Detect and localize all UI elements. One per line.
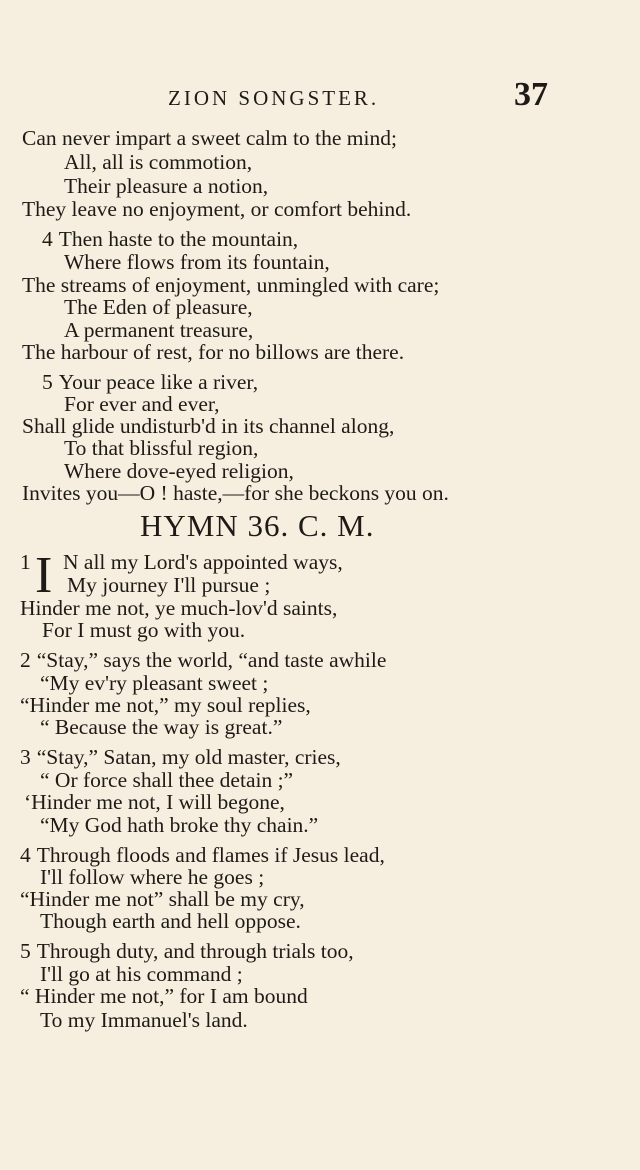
verse-line: To my Immanuel's land. (40, 1008, 248, 1032)
verse-line: Can never impart a sweet calm to the mind; (22, 126, 397, 150)
verse-text: Your peace like a river, (58, 370, 259, 394)
verse-line: “ Or force shall thee detain ;” (40, 768, 294, 792)
verse-line: “Hinder me not” shall be my cry, (20, 887, 305, 911)
verse-line: The harbour of rest, for no billows are there. (22, 340, 405, 364)
verse-line: Where flows from its fountain, (64, 250, 330, 274)
verse-line: For I must go with you. (42, 618, 246, 642)
stanza-number: 5 (42, 370, 53, 394)
verse-line: Hinder me not, ye much-lov'd saints, (20, 596, 338, 620)
verse-line (20, 845, 385, 867)
stanza-number: 1 (20, 550, 31, 574)
verse-line: They leave no enjoyment, or comfort behind. (22, 197, 412, 221)
verse-line (20, 747, 341, 769)
drop-cap: I (35, 547, 53, 604)
verse-line: “My ev'ry pleasant sweet ; (40, 671, 269, 695)
page-header (0, 74, 640, 118)
verse-line: “ Because the way is great.” (40, 715, 283, 739)
verse-text: Through duty, and through trials too, (36, 939, 354, 963)
verse-line: “ Hinder me not,” for I am bound (20, 984, 308, 1008)
verse-line: N all my Lord's appointed ways, (63, 550, 343, 574)
verse-line: “My God hath broke thy chain.” (40, 813, 319, 837)
verse-line: My journey I'll pursue ; (67, 573, 271, 597)
verse-line: All, all is commotion, (64, 150, 253, 174)
verse-text: “Stay,” Satan, my old master, cries, (36, 745, 341, 769)
verse-line: Though earth and hell oppose. (40, 909, 301, 933)
verse-line: The Eden of pleasure, (64, 295, 253, 319)
verse-text: Then haste to the mountain, (58, 227, 299, 251)
verse-line (42, 229, 298, 251)
stanza-number: 4 (42, 227, 53, 251)
stanza-number: 3 (20, 745, 31, 769)
verse-line: A permanent treasure, (64, 318, 254, 342)
hymn-title: HYMN 36. C. M. (140, 508, 375, 543)
verse-line: “Hinder me not,” my soul replies, (20, 693, 311, 717)
verse-line: I'll follow where he goes ; (40, 865, 265, 889)
verse-line: Shall glide undisturb'd in its channel along, (22, 414, 395, 438)
verse-line (20, 650, 386, 672)
stanza-number: 5 (20, 939, 31, 963)
verse-line: The streams of enjoyment, unmingled with care; (22, 273, 440, 297)
verse-line: Where dove-eyed religion, (64, 459, 294, 483)
verse-text: “Stay,” says the world, “and taste awhile (36, 648, 387, 672)
running-title: ZION SONGSTER. (168, 86, 380, 110)
verse-line (20, 941, 354, 963)
verse-line: I'll go at his command ; (40, 962, 243, 986)
verse-line: To that blissful region, (64, 436, 259, 460)
stanza-number: 4 (20, 843, 31, 867)
verse-line (42, 372, 258, 394)
stanza-number: 2 (20, 648, 31, 672)
verse-line: Their pleasure a notion, (64, 174, 269, 198)
verse-line: ‘Hinder me not, I will begone, (24, 790, 285, 814)
verse-line: For ever and ever, (64, 392, 220, 416)
verse-text: Through floods and flames if Jesus lead, (36, 843, 385, 867)
verse-line: Invites you—O ! haste,—for she beckons you on. (22, 481, 449, 505)
page-number: 37 (514, 76, 548, 113)
